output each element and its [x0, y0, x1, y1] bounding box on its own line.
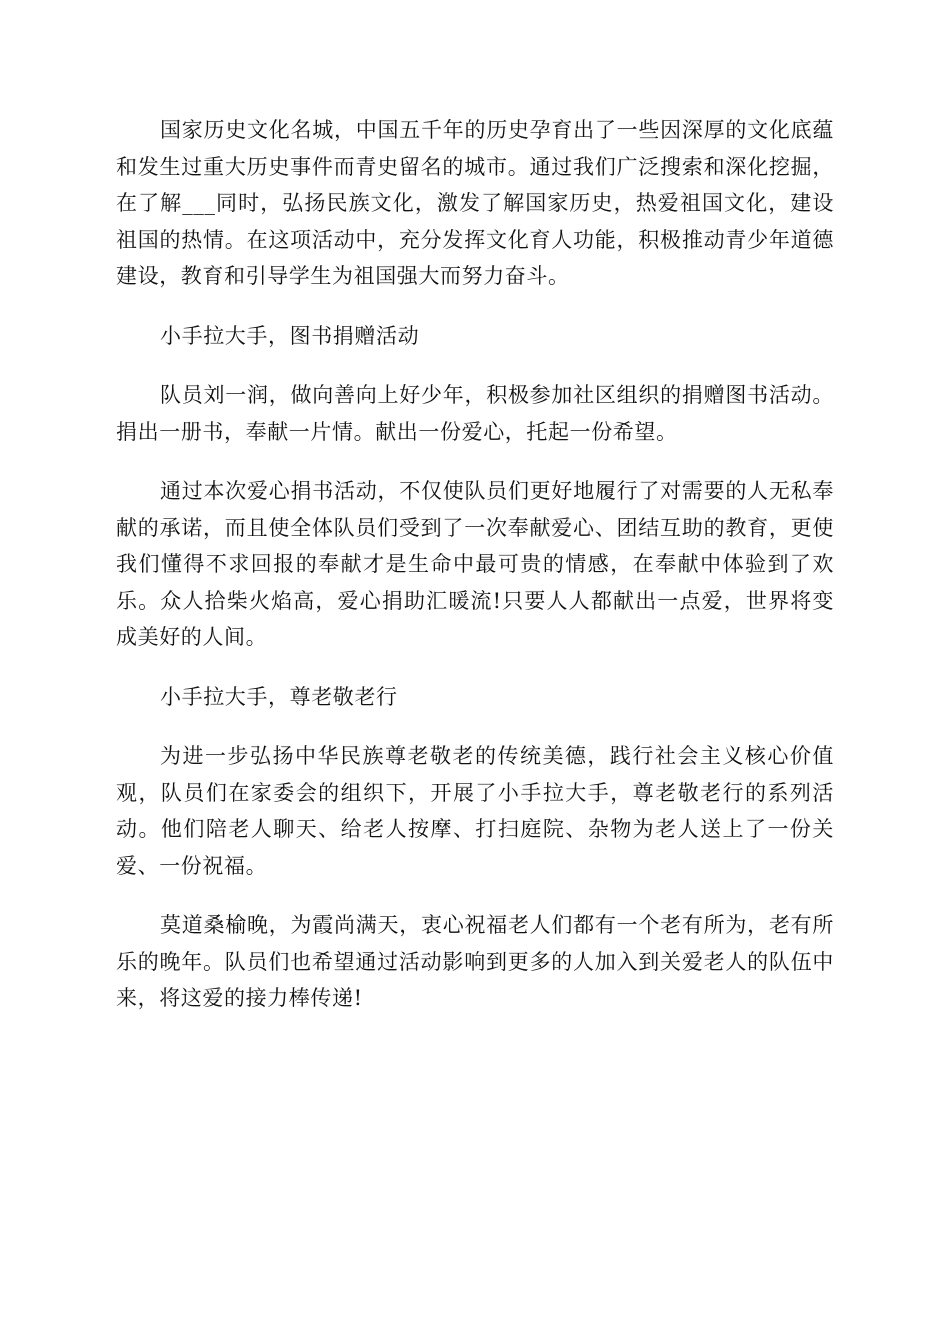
document-page [116, 112, 834, 1040]
elder-respect-heading: 小手拉大手，尊老敬老行 [160, 684, 398, 709]
book-donation-paragraph-1: 队员刘一润，做向善向上好少年，积极参加社区组织的捐赠图书活动。捐出一册书，奉献一片情。献出一份爱心，托起一份希望。 [116, 383, 834, 444]
book-donation-paragraph-2: 通过本次爱心捐书活动，不仅使队员们更好地履行了对需要的人无私奉献的承诺，而且使全体队员们受到了一次奉献爱心、团结互助的教育，更使我们懂得不求回报的奉献才是生命中最可贵的情感，在奉献中体验到了欢乐。众人拾柴火焰高，爱心捐助汇暖流!只要人人都献出一点爱，世界将变成美好的人间。 [116, 479, 834, 649]
intro-paragraph: 国家历史文化名城，中国五千年的历史孕育出了一些因深厚的文化底蕴和发生过重大历史事件而青史留名的城市。通过我们广泛搜索和深化挖掘，在了解___同时，弘扬民族文化，激发了解国家历史，热爱祖国文化，建设祖国的热情。在这项活动中，充分发挥文化育人功能，积极推动青少年道德建设，教育和引导学生为祖国强大而努力奋斗。 [116, 118, 834, 288]
elder-respect-paragraph-1: 为进一步弘扬中华民族尊老敬老的传统美德，践行社会主义核心价值观，队员们在家委会的组织下，开展了小手拉大手，尊老敬老行的系列活动。他们陪老人聊天、给老人按摩、打扫庭院、杂物为老人送上了一份关爱、一份祝福。 [116, 744, 834, 878]
elder-respect-paragraph-2: 莫道桑榆晚，为霞尚满天，衷心祝福老人们都有一个老有所为，老有所乐的晚年。队员们也希望通过活动影响到更多的人加入到关爱老人的队伍中来，将这爱的接力棒传递! [116, 913, 834, 1010]
book-donation-heading: 小手拉大手，图书捐赠活动 [160, 323, 420, 348]
